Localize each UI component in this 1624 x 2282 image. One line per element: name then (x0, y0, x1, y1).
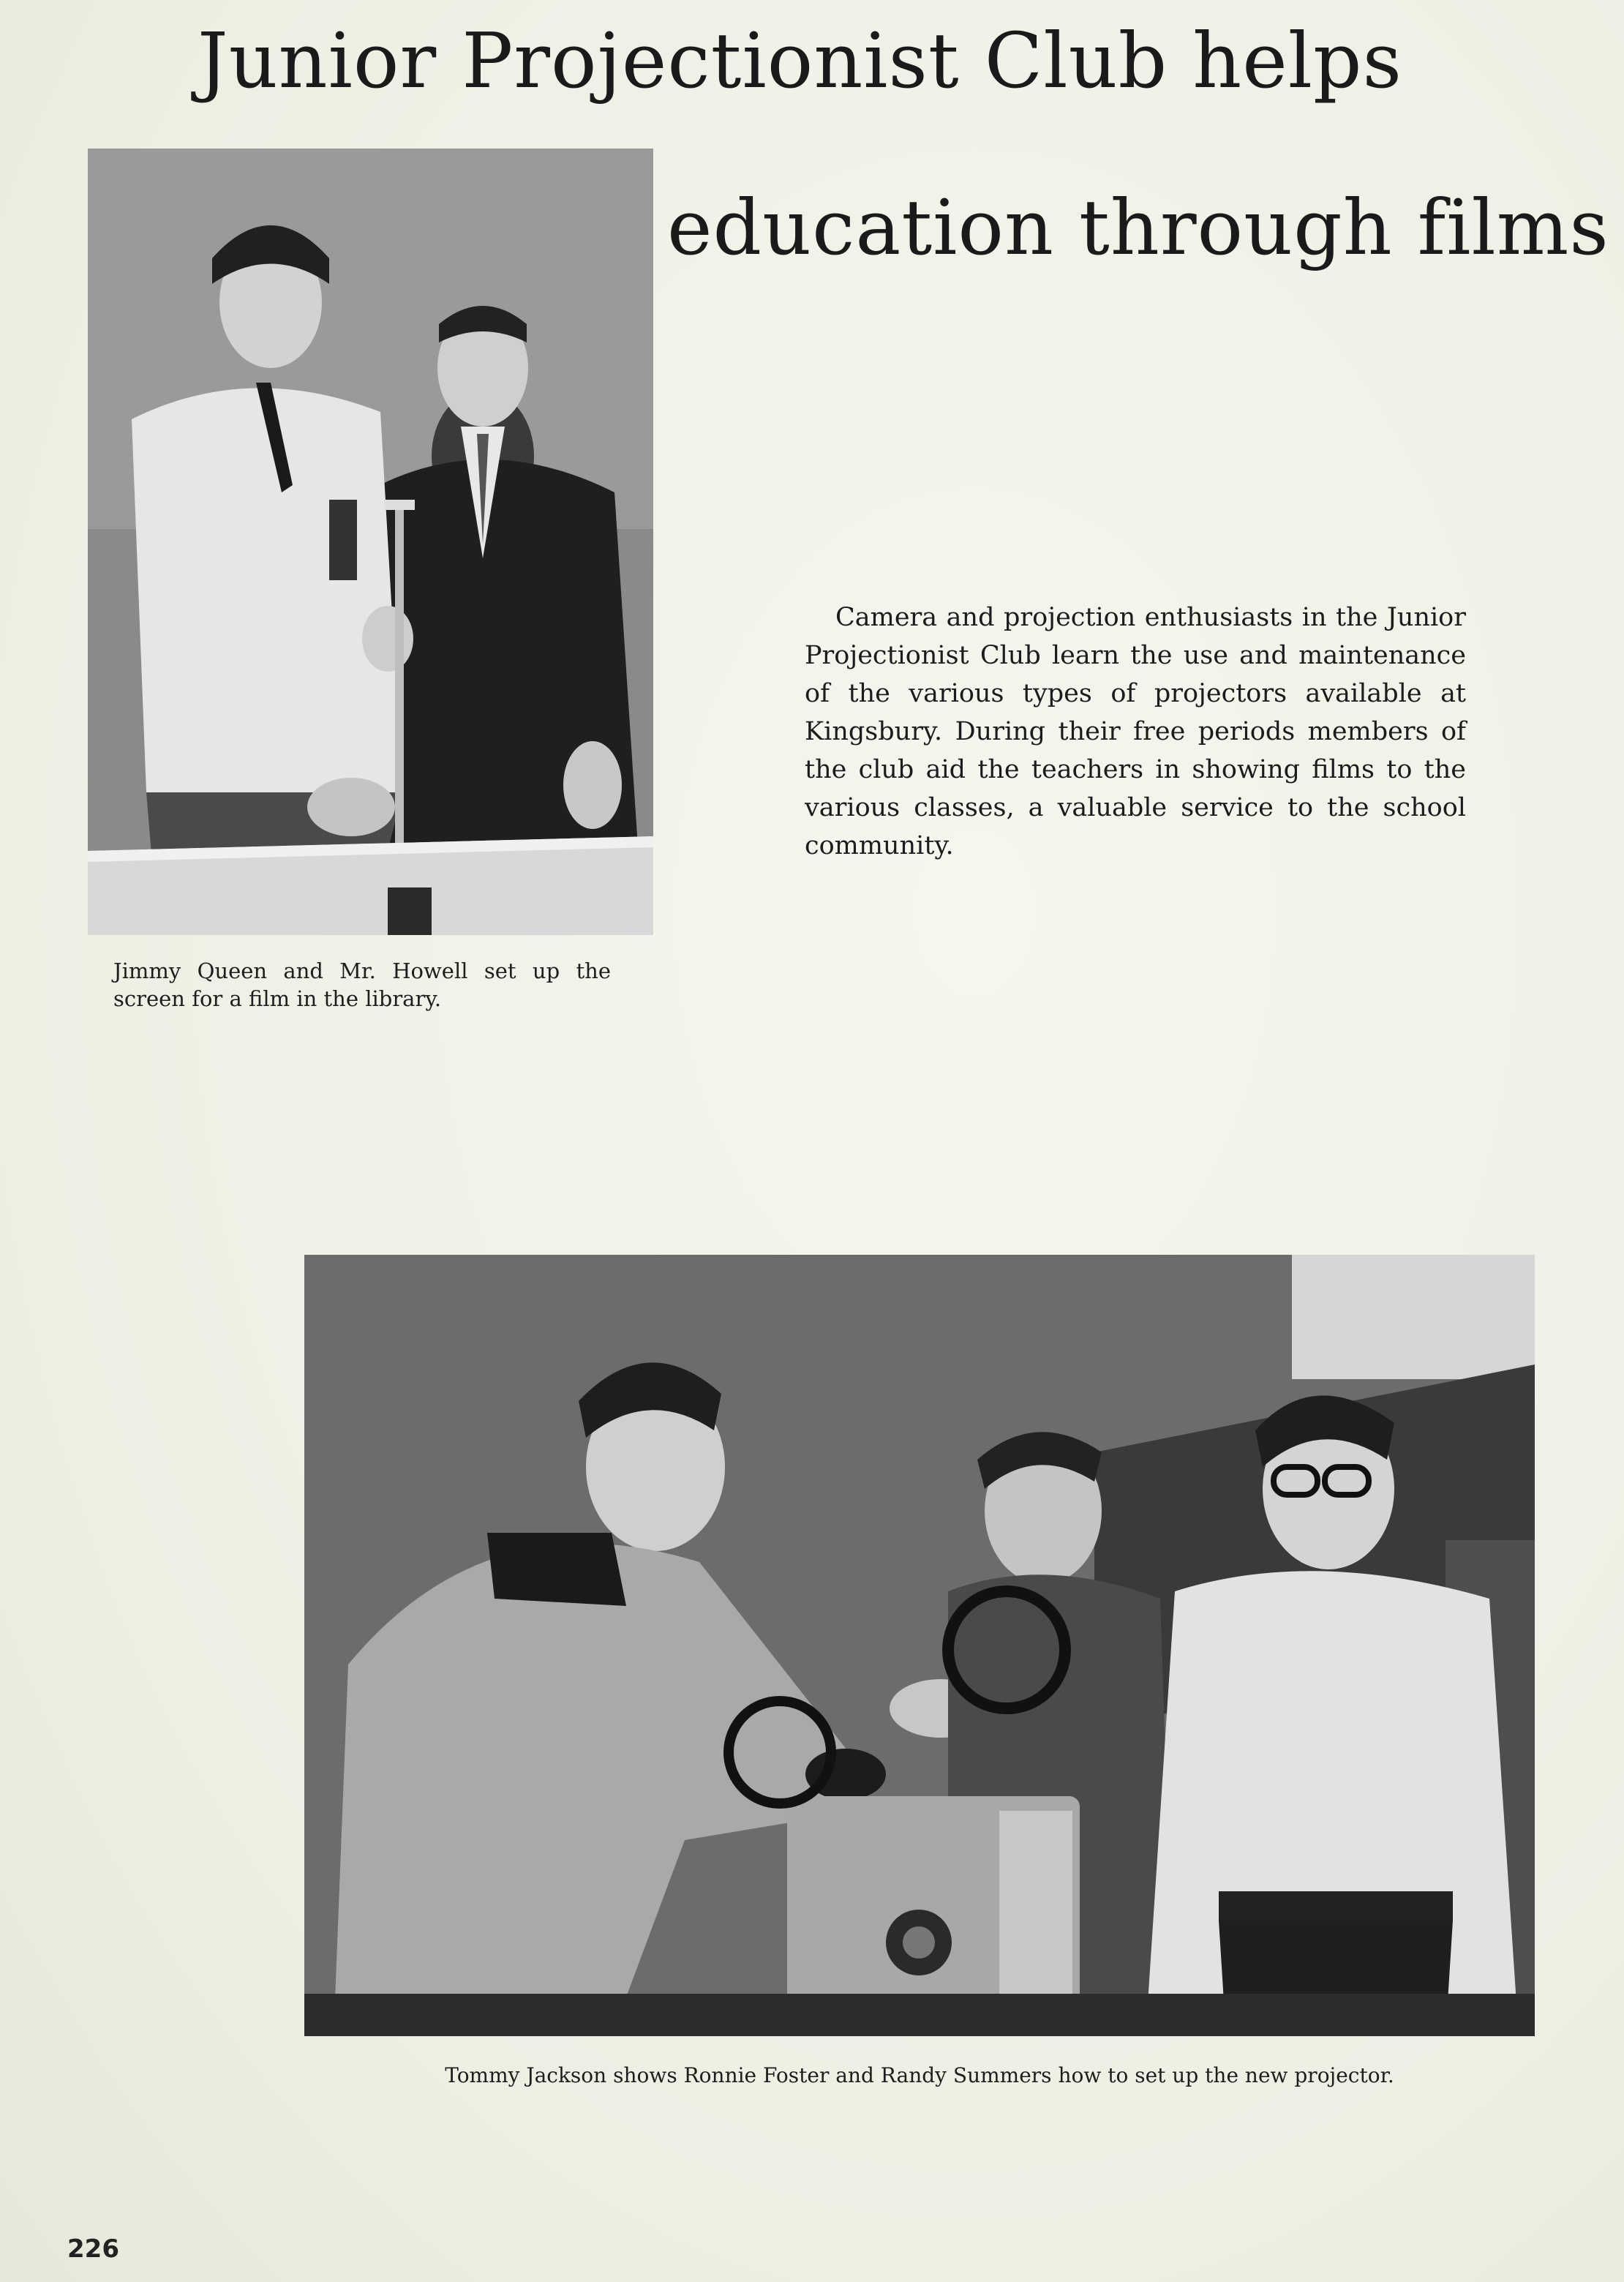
headline-line-2: education through films (667, 183, 1609, 272)
caption-photo-1: Jimmy Queen and Mr. Howell set up the screen for a film in the library. (113, 958, 611, 1011)
body-paragraph: Camera and projection enthusiasts in the Junior Projectionist Club learn the use and maintenance of the various types of projectors available at Kingsbury. During their free periods members of the club aid the teachers in showing films to the various classes, a valuable service to the school community. (805, 603, 1466, 860)
photo-screen-setup-illustration (88, 149, 653, 935)
photo-screen-setup (88, 149, 653, 935)
page-number: 226 (67, 2234, 119, 2264)
photo-projector-demo (304, 1255, 1535, 2036)
headline-line-1: Junior Projectionist Club helps (198, 16, 1402, 105)
caption-photo-2: Tommy Jackson shows Ronnie Foster and Randy Summers how to set up the new projector. (445, 2063, 1394, 2087)
photo-projector-demo-illustration (304, 1255, 1535, 2036)
